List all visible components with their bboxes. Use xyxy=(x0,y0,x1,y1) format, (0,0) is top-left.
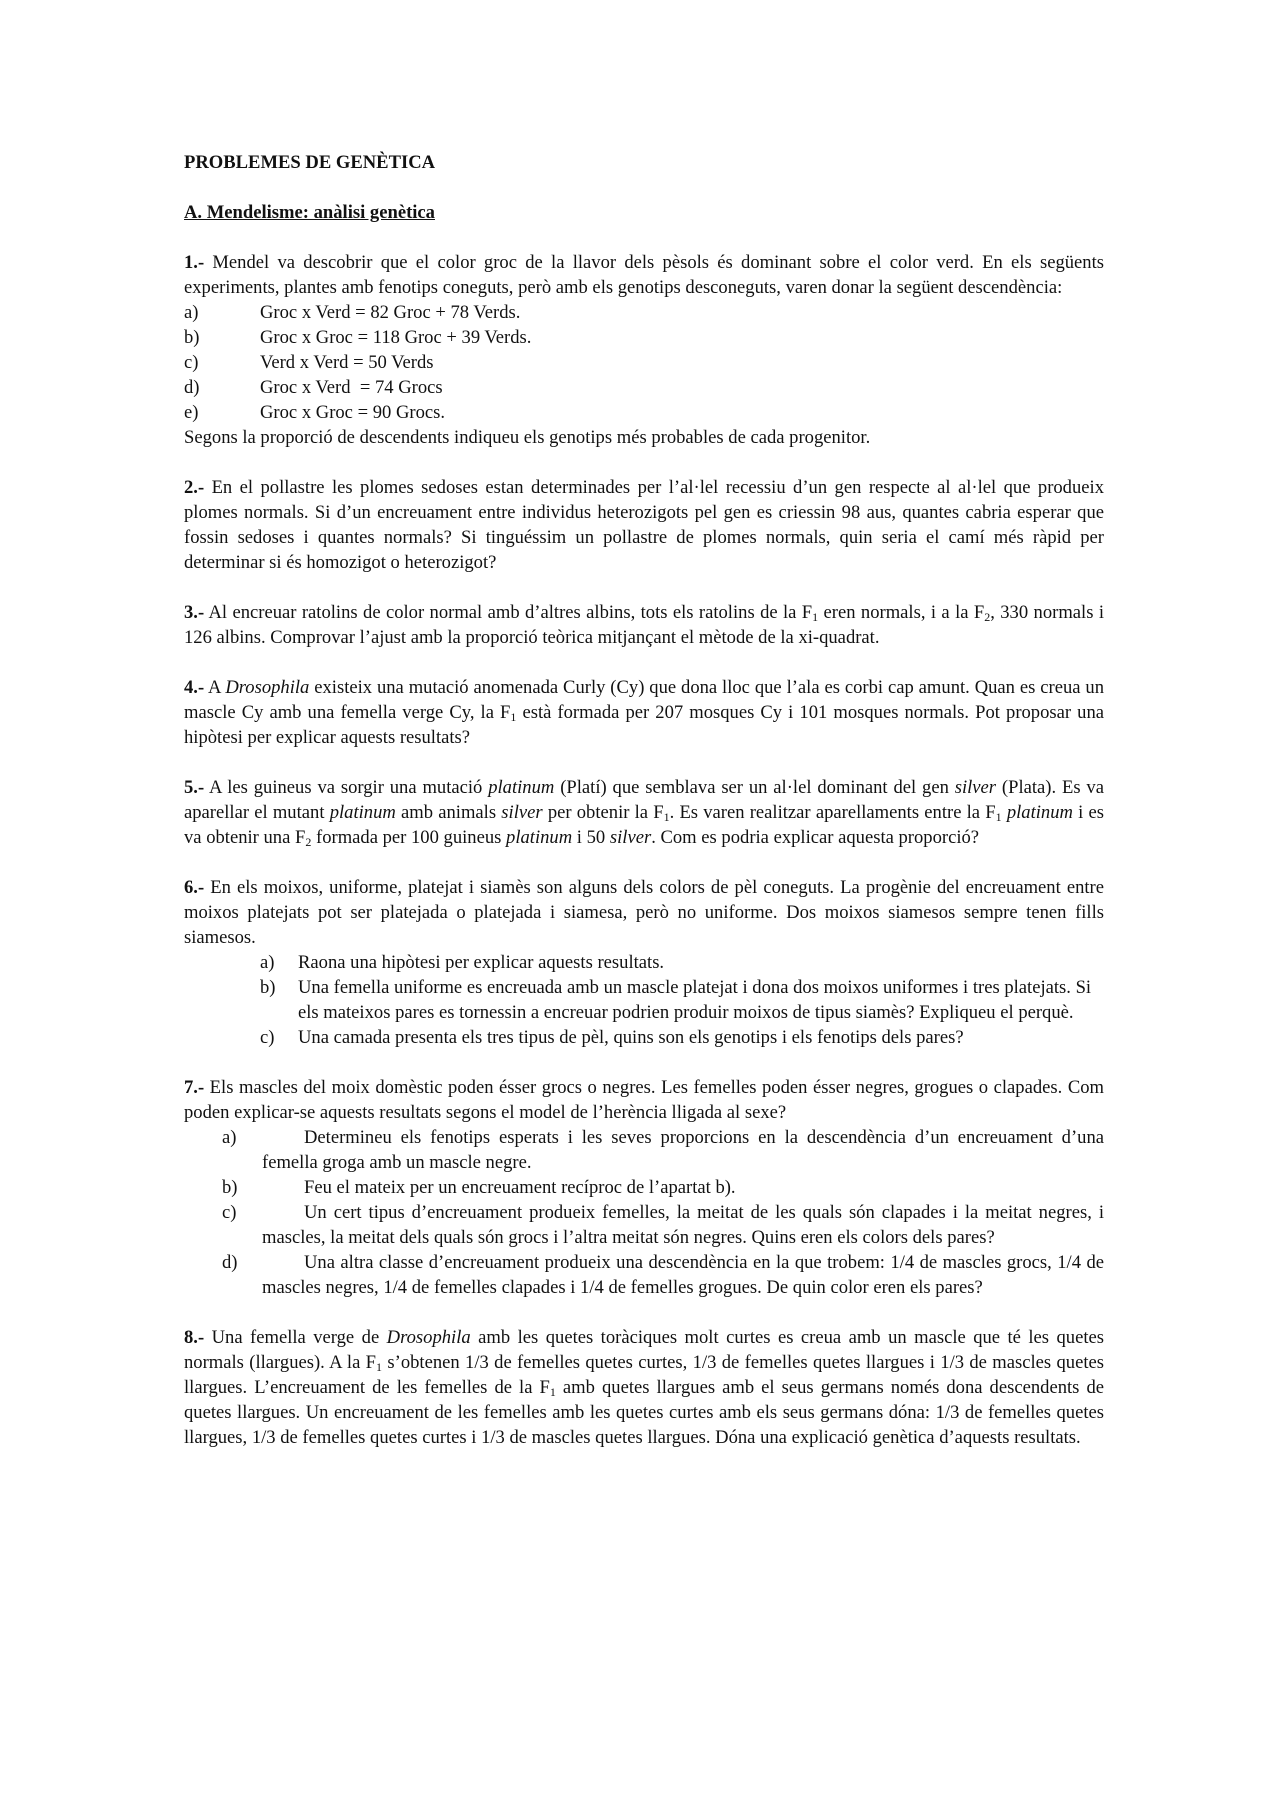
item-text-wrap xyxy=(262,1200,1104,1250)
problem-3 xyxy=(184,600,1104,650)
problem-3-number: 3.- xyxy=(184,602,205,623)
italic-term: silver xyxy=(501,802,543,823)
problem-1-intro xyxy=(184,250,1104,300)
item-text: Groc x Verd = 82 Groc + 78 Verds. xyxy=(260,302,521,323)
problem-2-text: En el pollastre les plomes sedoses estan determinades per l’al·lel recessiu d’un gen respecte al al·lel que produeix plomes normals. Si d’un encreuament entre individus heterozigots pel gen es criessin 98 aus, quantes cabria esperar que fossin sedoses i quantes normals? Si tinguéssim un pollastre de plomes normals, quin seria el camí més ràpid per determinar si és homozigot o heterozigot? xyxy=(184,477,1104,573)
item-text: Groc x Verd = 74 Grocs xyxy=(260,377,443,398)
problem-4-text: A xyxy=(204,677,226,698)
item-text: Groc x Groc = 118 Groc + 39 Verds. xyxy=(260,327,532,348)
problem-7-item-b xyxy=(184,1175,1104,1200)
subscript: 2 xyxy=(305,835,312,849)
problem-7-intro-text: Els mascles del moix domèstic poden ésser grocs o negres. Les femelles poden ésser negres, grogues o clapades. Com poden explicar-se aquests resultats segons el model de l’herència lligada al sexe? xyxy=(184,1077,1104,1123)
problem-2 xyxy=(184,475,1104,575)
problem-7-item-d xyxy=(184,1250,1104,1300)
problem-5-text: (Plata). Es va aparellar el mutant xyxy=(184,777,1104,823)
subscript: 1 xyxy=(663,810,670,824)
document-title: PROBLEMES DE GENÈTICA xyxy=(184,152,436,173)
problem-6-intro-text: En els moixos, uniforme, platejat i siamès son alguns dels colors de pèl coneguts. La progènie del encreuament entre moixos platejats pot ser platejada o platejada i siamesa, però no uniforme. Dos moixos siamesos sempre tenen fills siamesos. xyxy=(184,877,1104,948)
problem-7-intro xyxy=(184,1075,1104,1125)
item-label: c) xyxy=(222,1202,237,1223)
problem-4 xyxy=(184,675,1104,750)
item-text: Una altra classe d’encreuament produeix una descendència en la que trobem: 1/4 de mascles grocs, 1/4 de mascles negres, 1/4 de femelles clapades i 1/4 de femelles grogues. De quin color eren els pares? xyxy=(262,1252,1104,1298)
problem-1-number: 1.- xyxy=(184,252,205,273)
subscript: 1 xyxy=(376,1360,383,1374)
item-text: Raona una hipòtesi per explicar aquests resultats. xyxy=(298,952,665,973)
problem-5-text: (Platí) que semblava ser un al·lel dominant del gen xyxy=(554,777,955,798)
problem-1 xyxy=(184,250,1104,450)
problem-3-text: eren normals, i a la F xyxy=(818,602,985,623)
problem-7-item-c xyxy=(184,1200,1104,1250)
problem-8 xyxy=(184,1325,1104,1450)
problem-6-intro xyxy=(184,875,1104,950)
problem-7-number: 7.- xyxy=(184,1077,205,1098)
problem-6-number: 6.- xyxy=(184,877,205,898)
italic-term: silver xyxy=(609,827,652,848)
item-text-wrap xyxy=(262,1250,1104,1300)
problem-5-text: i 50 xyxy=(572,827,610,848)
subscript: 2 xyxy=(984,610,991,624)
item-text: Verd x Verd = 50 Verds xyxy=(260,352,434,373)
problem-7-item-a xyxy=(184,1125,1104,1175)
item-label: e) xyxy=(184,402,199,423)
item-label: d) xyxy=(184,377,200,398)
problem-5-text: amb animals xyxy=(395,802,502,823)
problem-8-text: Una femella verge de xyxy=(204,1327,387,1348)
problem-5-text: A les guineus va sorgir una mutació xyxy=(204,777,489,798)
problem-7 xyxy=(184,1075,1104,1300)
italic-term: silver xyxy=(954,777,997,798)
item-label: b) xyxy=(184,327,200,348)
subscript: 1 xyxy=(549,1385,556,1399)
item-text: Groc x Groc = 90 Grocs. xyxy=(260,402,446,423)
italic-term: platinum xyxy=(329,802,396,823)
problem-1-item-b xyxy=(184,325,1104,350)
item-label: d) xyxy=(222,1252,238,1273)
problem-6-item-b xyxy=(260,975,1104,1025)
problem-3-text: , 330 normals i 126 albins. Comprovar l’ajust amb la proporció teòrica mitjançant el mètode de la xi-quadrat. xyxy=(184,602,1104,648)
problem-1-item-d xyxy=(184,375,1104,400)
subscript: 1 xyxy=(510,710,517,724)
problem-6-items xyxy=(184,950,1104,1050)
item-text: Una femella uniforme es encreuada amb un mascle platejat i dona dos moixos uniformes i tres platejats. Si els mateixos pares es tornessin a encreuar podrien produir moixos de tipus siamès? Expliqueu el perquè. xyxy=(298,977,1092,1023)
italic-term: platinum xyxy=(488,777,555,798)
problem-4-number: 4.- xyxy=(184,677,205,698)
problem-8-text: amb les quetes toràciques molt curtes es creua amb un mascle que té les quetes normals (llargues). A la F xyxy=(184,1327,1104,1373)
species-name: Drosophila xyxy=(225,677,310,698)
problem-5-text: . Es varen realitzar aparellaments entre la F xyxy=(669,802,996,823)
section-heading: A. Mendelisme: anàlisi genètica xyxy=(184,202,435,223)
problem-8-number: 8.- xyxy=(184,1327,205,1348)
problem-6-item-c xyxy=(260,1025,1104,1050)
problem-5 xyxy=(184,775,1104,850)
problem-1-item-e xyxy=(184,400,1104,425)
item-label: a) xyxy=(260,952,275,973)
problem-1-intro-text: Mendel va descobrir que el color groc de la llavor dels pèsols és dominant sobre el color verd. En els següents experiments, plantes amb fenotips coneguts, però amb els genotips desconeguts, varen donar la següent descendència: xyxy=(184,252,1104,298)
item-label: b) xyxy=(260,977,276,998)
problem-3-text: Al encreuar ratolins de color normal amb d’altres albins, tots els ratolins de la F xyxy=(204,602,813,623)
problem-5-text: formada per 100 guineus xyxy=(311,827,507,848)
problem-5-text: per obtenir la F xyxy=(542,802,664,823)
problem-1-item-c xyxy=(184,350,1104,375)
problem-8-text: s’obtenen 1/3 de femelles quetes curtes, 1/3 de femelles quetes llargues i 1/3 de mascles quetes llargues. L’encreuament de les femelles de la F xyxy=(184,1352,1105,1398)
italic-term: platinum xyxy=(1006,802,1073,823)
item-label: c) xyxy=(260,1027,275,1048)
item-text-wrap xyxy=(262,1125,1104,1175)
italic-term: platinum xyxy=(506,827,573,848)
item-label: a) xyxy=(184,302,199,323)
problem-6-item-a xyxy=(260,950,1104,975)
problem-4-text: està formada per 207 mosques Cy i 101 mosques normals. Pot proposar una hipòtesi per explicar aquests resultats? xyxy=(184,702,1104,748)
item-text: Feu el mateix per un encreuament recíproc de l’apartat b). xyxy=(304,1177,736,1198)
problem-5-number: 5.- xyxy=(184,777,205,798)
problem-4-text: existeix una mutació anomenada Curly (Cy) que dona lloc que l’ala es corbi cap amunt. Quan es creua un mascle Cy amb una femella verge Cy, la F xyxy=(184,677,1104,723)
problem-6 xyxy=(184,875,1104,1050)
problem-1-item-a xyxy=(184,300,1104,325)
item-text: Una camada presenta els tres tipus de pèl, quins son els genotips i els fenotips dels pares? xyxy=(298,1027,964,1048)
species-name: Drosophila xyxy=(386,1327,471,1348)
document-page xyxy=(184,150,1104,1475)
problem-5-text: . Com es podria explicar aquesta proporció? xyxy=(651,827,980,848)
item-text-wrap xyxy=(262,1175,1104,1200)
item-text: Determineu els fenotips esperats i les seves proporcions en la descendència d’un encreuament d’una femella groga amb un mascle negre. xyxy=(262,1127,1104,1173)
subscript: 1 xyxy=(995,810,1002,824)
subscript: 1 xyxy=(812,610,819,624)
problem-8-text: amb quetes llargues amb el seus germans només dona descendents de quetes llargues. Un encreuament de les femelles amb les quetes curtes amb els seus germans dóna: 1/3 de femelles quetes llargues, 1/3 de femelles quetes curtes i 1/3 de mascles quetes llargues. Dóna una explicació genètica d’aquests resultats. xyxy=(184,1377,1104,1448)
problem-2-number: 2.- xyxy=(184,477,205,498)
item-label: b) xyxy=(222,1177,238,1198)
problem-1-outro: Segons la proporció de descendents indiqueu els genotips més probables de cada progenitor. xyxy=(184,427,871,448)
problem-5-text: i es va obtenir una F xyxy=(184,802,1104,848)
item-label: c) xyxy=(184,352,199,373)
item-text: Un cert tipus d’encreuament produeix femelles, la meitat de les quals són clapades i la meitat negres, i mascles, la meitat dels quals són grocs i l’altra meitat són negres. Quins eren els colors dels pares? xyxy=(262,1202,1104,1248)
item-label: a) xyxy=(222,1127,237,1148)
